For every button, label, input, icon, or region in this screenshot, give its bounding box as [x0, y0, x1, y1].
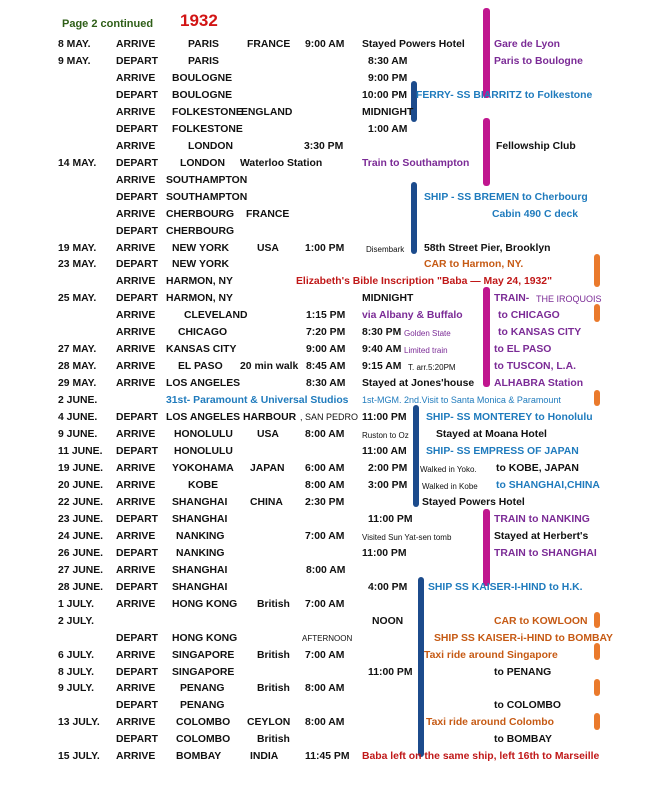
row-time2: 8:30 PM — [362, 327, 402, 339]
row-country: CEYLON — [247, 717, 291, 729]
row-note: SHIP- SS MONTEREY to Honolulu — [426, 412, 593, 424]
row-country: JAPAN — [250, 463, 285, 474]
row-note: to PENANG — [494, 666, 552, 678]
row-note-right: to TUSCON, L.A. — [494, 361, 576, 373]
row-time: 6:00 AM — [305, 463, 345, 474]
row-place: SHANGHAI — [172, 513, 228, 525]
row-place: CHERBOURG — [166, 225, 235, 237]
row-note: SHIP - SS BREMEN to Cherbourg — [424, 191, 588, 203]
row-date: 2 JUNE. — [58, 395, 98, 407]
row-action: ARRIVE — [116, 530, 156, 542]
row-note: CAR to KOWLOON — [494, 615, 588, 627]
row-note-right: TRAIN to NANKING — [494, 513, 590, 525]
row-time: 8:00 AM — [305, 683, 345, 695]
row-time2: 1:00 AM — [368, 123, 408, 135]
row-time2: MIDNIGHT — [362, 106, 414, 118]
row-note-right: to CHICAGO — [498, 310, 560, 322]
row-place: EL PASO — [178, 361, 223, 373]
row-action: DEPART — [116, 123, 158, 135]
row-time: 7:00 AM — [305, 649, 345, 661]
row-place: SINGAPORE — [172, 666, 235, 678]
row-place: NEW YORK — [172, 259, 229, 271]
row-place: SHANGHAI — [172, 496, 228, 508]
row-action: DEPART — [116, 157, 158, 169]
row-action: ARRIVE — [116, 598, 156, 610]
row-action: ARRIVE — [116, 310, 156, 322]
row-place: HONG KONG — [172, 598, 238, 610]
row-time: 8:00 AM — [305, 717, 345, 729]
row-country: USA — [257, 429, 279, 441]
row-country: British — [257, 683, 290, 695]
row-action: ARRIVE — [116, 140, 156, 152]
row-country: British — [257, 649, 290, 661]
row-time2: 11:00 PM — [362, 412, 407, 424]
row-time2: NOON — [372, 615, 404, 627]
row-note-right: Gare de Lyon — [494, 39, 561, 50]
row-place: CHICAGO — [178, 327, 228, 339]
row-action: ARRIVE — [116, 479, 156, 491]
row-action: DEPART — [116, 581, 158, 593]
row-action: DEPART — [116, 89, 158, 101]
row-time2: 9:15 AM — [362, 361, 402, 373]
row-time: 8:00 AM — [305, 429, 345, 441]
row-date: 26 JUNE. — [58, 547, 104, 559]
row-time: 8:45 AM — [306, 361, 346, 373]
row-date: 13 JULY. — [58, 717, 100, 729]
route-bar — [483, 509, 490, 586]
row-note: Taxi ride around Colombo — [426, 717, 554, 729]
row-time: 7:20 PM — [306, 327, 346, 339]
row-place: LONDON — [180, 157, 226, 169]
row-note: Elizabeth's Bible Inscription "Baba — May 24, 1932" — [296, 276, 553, 288]
row-note: to BOMBAY — [494, 734, 552, 746]
row-country: INDIA — [250, 751, 279, 763]
row-date: 15 JULY. — [58, 751, 100, 763]
row-date: 1 JULY. — [58, 598, 95, 610]
row-note: 58th Street Pier, Brooklyn — [424, 242, 551, 254]
row-note-right: ALHABRA Station — [494, 378, 584, 390]
row-action: ARRIVE — [116, 751, 156, 763]
row-date: 11 JUNE. — [58, 446, 103, 458]
route-bar — [594, 254, 600, 287]
row-date: 19 MAY. — [58, 242, 97, 254]
row-country: , SAN PEDRO — [300, 412, 359, 423]
row-note: Stayed Powers Hotel — [422, 496, 525, 508]
row-place: FOLKESTONE — [172, 123, 243, 135]
row-note: 1st-MGM. 2nd.Visit to Santa Monica & Paramount — [362, 395, 561, 406]
row-country: USA — [257, 242, 279, 254]
row-place: BOULOGNE — [172, 89, 233, 101]
row-time: 9:00 AM — [305, 39, 345, 50]
row-action: ARRIVE — [116, 344, 156, 356]
row-action: ARRIVE — [116, 106, 156, 118]
route-bar — [483, 152, 490, 186]
row-note-right: Cabin 490 C deck — [492, 208, 579, 220]
row-action: DEPART — [116, 191, 158, 203]
row-time2: 11:00 PM — [362, 547, 407, 559]
row-time: 7:00 AM — [305, 530, 345, 542]
row-place: PARIS — [188, 55, 219, 67]
row-note: FERRY- SS BIARRITZ to Folkestone — [416, 89, 593, 101]
row-note: SHIP- SS EMPRESS OF JAPAN — [426, 446, 579, 458]
row-place: FOLKESTONE — [172, 106, 243, 118]
row-action: DEPART — [116, 632, 158, 644]
row-date: 4 JUNE. — [58, 412, 98, 424]
row-time2: 10:00 PM — [362, 89, 408, 101]
row-place: NANKING — [176, 530, 225, 542]
row-place: CLEVELAND — [184, 310, 248, 322]
row-note: to COLOMBO — [494, 700, 561, 712]
row-small-note: Visited Sun Yat-sen tomb — [362, 532, 452, 542]
row-date: 23 JUNE. — [58, 513, 104, 525]
row-note: Train to Southampton — [362, 157, 470, 169]
row-time2: 11:00 AM — [362, 446, 407, 458]
row-action: ARRIVE — [116, 717, 156, 729]
row-time: 8:30 AM — [306, 378, 346, 390]
row-time: 11:45 PM — [305, 751, 350, 763]
row-action: ARRIVE — [116, 649, 156, 661]
row-place: HONOLULU — [174, 429, 233, 441]
row-note: via Albany & Buffalo — [362, 310, 463, 322]
row-note-right: to EL PASO — [494, 344, 552, 356]
row-date: 20 JUNE. — [58, 479, 104, 491]
row-date: 2 JULY. — [58, 615, 95, 627]
row-action: ARRIVE — [116, 429, 156, 441]
row-small-note: Ruston to Oz — [362, 431, 409, 441]
row-time2: MIDNIGHT — [362, 293, 414, 305]
row-action: ARRIVE — [116, 72, 156, 84]
page-label: Page 2 continued — [62, 18, 154, 30]
row-date: 24 JUNE. — [58, 530, 104, 542]
row-action: ARRIVE — [116, 327, 156, 339]
row-action: ARRIVE — [116, 683, 156, 695]
row-time: 7:00 AM — [305, 598, 345, 610]
row-time2: 11:00 PM — [368, 666, 413, 678]
row-place: 31st- Paramount & Universal Studios — [166, 395, 349, 407]
row-date: 6 JULY. — [58, 649, 95, 661]
row-place: NANKING — [176, 547, 225, 559]
row-note-right: to KANSAS CITY — [498, 327, 582, 339]
row-note-right: TRAIN- — [494, 293, 530, 305]
row-place: PENANG — [180, 700, 225, 712]
route-bar — [413, 405, 419, 507]
row-place: HARMON, NY — [166, 293, 233, 305]
year-heading: 1932 — [180, 11, 218, 30]
route-bar — [411, 182, 417, 254]
row-place: BOULOGNE — [172, 72, 233, 84]
row-note-right: Fellowship Club — [496, 140, 576, 152]
row-action: ARRIVE — [116, 564, 156, 576]
row-place: BOMBAY — [176, 751, 222, 763]
row-place: LOS ANGELES — [166, 378, 241, 390]
row-action: DEPART — [116, 55, 158, 67]
row-date: 9 JULY. — [58, 683, 95, 695]
row-time2: 11:00 PM — [368, 513, 413, 525]
row-action: ARRIVE — [116, 208, 156, 220]
route-bar — [594, 612, 600, 628]
row-time: 2:30 PM — [305, 496, 345, 508]
row-place: SOUTHAMPTON — [166, 174, 248, 186]
row-action: DEPART — [116, 513, 158, 525]
row-place: PARIS — [188, 39, 219, 50]
row-action: ARRIVE — [116, 378, 156, 390]
row-action: DEPART — [116, 446, 158, 458]
row-place: COLOMBO — [176, 717, 231, 729]
row-date: 25 MAY. — [58, 293, 97, 305]
row-action: DEPART — [116, 259, 158, 271]
row-time: 1:00 PM — [305, 242, 345, 254]
row-date: 27 MAY. — [58, 344, 97, 356]
row-place: SOUTHAMPTON — [166, 191, 248, 203]
row-time: AFTERNOON — [302, 633, 353, 643]
row-country: British — [257, 734, 290, 746]
row-time2: 4:00 PM — [368, 581, 408, 593]
row-place: LONDON — [188, 140, 234, 152]
row-note: SHIP SS KAISER-i-HIND to BOMBAY — [434, 632, 613, 644]
row-country: Waterloo Station — [240, 157, 323, 169]
route-bar — [594, 304, 600, 322]
row-date: 9 MAY. — [58, 55, 91, 67]
row-action: DEPART — [116, 225, 158, 237]
row-date: 28 JUNE. — [58, 581, 104, 593]
row-place: KOBE — [188, 479, 219, 491]
row-place: KANSAS CITY — [166, 344, 237, 356]
row-note: CAR to Harmon, NY. — [424, 259, 524, 271]
row-note-right: TRAIN to SHANGHAI — [494, 547, 597, 559]
row-country: FRANCE — [246, 208, 290, 220]
route-bar — [594, 643, 600, 660]
row-date: 8 MAY. — [58, 39, 91, 50]
row-action: ARRIVE — [116, 242, 156, 254]
row-note: Stayed at Moana Hotel — [436, 429, 547, 441]
row-place: YOKOHAMA — [172, 463, 234, 474]
row-date: 22 JUNE. — [58, 496, 104, 508]
row-small-note: Walked in Kobe — [422, 481, 478, 491]
row-country: ENGLAND — [241, 106, 293, 118]
row-note: Stayed at Jones'house — [362, 378, 475, 390]
row-place: LOS ANGELES HARBOUR — [166, 412, 297, 424]
row-place: SINGAPORE — [172, 649, 235, 661]
row-action: ARRIVE — [116, 463, 156, 474]
row-time2: 2:00 PM — [368, 463, 408, 474]
row-note-right: Paris to Boulogne — [494, 55, 583, 67]
route-bar — [418, 577, 424, 757]
row-date: 8 JULY. — [58, 666, 95, 678]
row-action: ARRIVE — [116, 361, 156, 373]
row-note: Baba left on the same ship, left 16th to Marseille — [362, 751, 600, 763]
row-time: 8:00 AM — [305, 479, 345, 491]
row-small-note: Walked in Yoko. — [420, 465, 477, 474]
row-time2: 3:00 PM — [368, 479, 408, 491]
row-action: ARRIVE — [116, 39, 156, 50]
row-country: FRANCE — [247, 39, 291, 50]
row-note: to SHANGHAI,CHINA — [496, 479, 600, 491]
row-country: CHINA — [250, 496, 283, 508]
row-small-note: T. arr.5:20PM — [408, 363, 456, 373]
row-action: DEPART — [116, 666, 158, 678]
route-bar — [594, 713, 600, 730]
row-action: DEPART — [116, 412, 158, 424]
row-action: DEPART — [116, 547, 158, 559]
row-note: Stayed Powers Hotel — [362, 39, 465, 50]
row-note-right-extra: THE IROQUOIS — [536, 294, 602, 305]
row-note: Taxi ride around Singapore — [424, 649, 558, 661]
row-date: 28 MAY. — [58, 361, 97, 373]
row-small-note: Disembark — [366, 244, 405, 254]
row-time: 9:00 AM — [306, 344, 346, 356]
row-time2: 9:40 AM — [362, 344, 402, 356]
row-place: HONG KONG — [172, 632, 238, 644]
row-date: 14 MAY. — [58, 157, 97, 169]
row-place: HARMON, NY — [166, 276, 233, 288]
row-country: 20 min walk — [240, 361, 299, 373]
row-time: 8:00 AM — [306, 564, 346, 576]
route-bar — [483, 287, 490, 387]
row-action: ARRIVE — [116, 496, 156, 508]
row-date: 9 JUNE. — [58, 429, 98, 441]
row-note-right: Stayed at Herbert's — [494, 530, 589, 542]
row-place: COLOMBO — [176, 734, 231, 746]
row-country: British — [257, 598, 290, 610]
row-date: 29 MAY. — [58, 378, 97, 390]
row-place: SHANGHAI — [172, 564, 228, 576]
row-note: SHIP SS KAISER-I-HIND to H.K. — [428, 581, 583, 593]
row-note: to KOBE, JAPAN — [496, 463, 579, 474]
row-place: PENANG — [180, 683, 225, 695]
row-date: 27 JUNE. — [58, 564, 104, 576]
row-time2: 9:00 PM — [368, 72, 408, 84]
row-place: NEW YORK — [172, 242, 229, 254]
row-action: DEPART — [116, 700, 158, 712]
row-small-note: Golden State — [404, 329, 451, 339]
row-action: ARRIVE — [116, 276, 156, 288]
row-time: 3:30 PM — [304, 140, 344, 152]
route-bar — [483, 8, 490, 98]
row-time2: 8:30 AM — [368, 55, 408, 67]
row-place: HONOLULU — [174, 446, 233, 458]
row-small-note: Limited train — [404, 346, 448, 356]
row-time: 1:15 PM — [306, 310, 346, 322]
route-bar — [594, 390, 600, 406]
row-action: ARRIVE — [116, 174, 156, 186]
row-action: DEPART — [116, 734, 158, 746]
row-date: 19 JUNE. — [58, 463, 104, 474]
row-place: CHERBOURG — [166, 208, 235, 220]
row-date: 23 MAY. — [58, 259, 97, 271]
row-action: DEPART — [116, 293, 158, 305]
row-place: SHANGHAI — [172, 581, 228, 593]
route-bar — [594, 679, 600, 696]
